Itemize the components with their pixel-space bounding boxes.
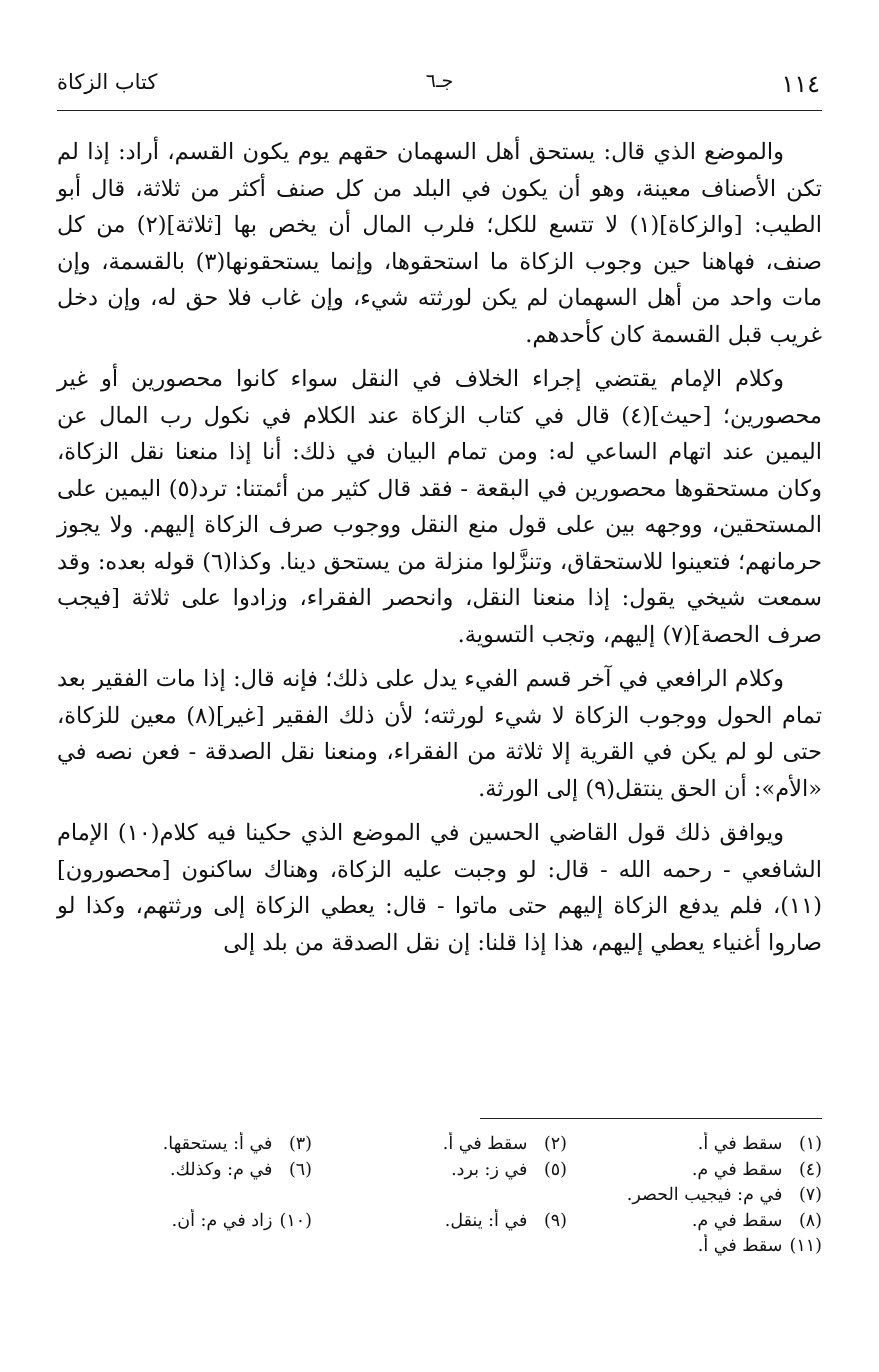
footnote-row	[57, 1209, 822, 1235]
footnote-text: في ز: برد.	[451, 1159, 528, 1180]
footnote-row	[57, 1158, 822, 1184]
footnote	[312, 1158, 567, 1184]
footnote-number: (٤)	[798, 1159, 822, 1180]
footnote-text: سقط في م.	[691, 1210, 783, 1231]
header-rule	[57, 110, 822, 111]
footnote-row	[57, 1132, 822, 1158]
footnote-number: (٨)	[798, 1210, 822, 1231]
footnote	[312, 1209, 567, 1235]
footnote	[57, 1183, 822, 1209]
footnote-text: في أ: ينقل.	[444, 1210, 528, 1231]
footnote	[567, 1209, 822, 1235]
footnote-number: (٩)	[543, 1210, 567, 1231]
footnote	[312, 1132, 567, 1158]
footnote-rule	[480, 1118, 822, 1119]
footnote-text: سقط في أ.	[697, 1236, 783, 1256]
book-title: كتاب الزكاة	[57, 70, 158, 94]
paragraph: والموضع الذي قال: يستحق أهل السهمان حقهم يوم يكون القسم، أراد: إذا لم تكن الأصناف معينة، وهو أن يكون في البلد من كل صنف أكثر من ثلاثة، قال أبو الطيب: [والزكاة](١) لا تتسع للكل؛ فلرب المال أن يخص بها [ثلاثة](٢) من كل صنف، فهاهنا حين وجوب الزكاة ما استحقوها، وإنما يستحقونها(٣) بالقسمة، وإن مات واحد من أهل السهمان لم يكن لورثته شيء، وإن غاب فلا حق له، وإن دخل غريب قبل القسمة كان كأحدهم.	[57, 139, 822, 348]
paragraph: ويوافق ذلك قول القاضي الحسين في الموضع الذي حكينا فيه كلام(١٠) الإمام الشافعي - رحمه الله - قال: لو وجبت عليه الزكاة، وهناك ساكنون [محصورون](١١)، فلم يدفع الزكاة إليهم حتى ماتوا - قال: يعطي الزكاة إلى ورثتهم، وكذا لو صاروا أغنياء يعطي إليهم، هذا إذا قلنا: إن نقل الصدقة من بلد إلى	[57, 820, 822, 956]
footnote-text: سقط في م.	[691, 1159, 783, 1180]
footnote-number: (١)	[798, 1134, 822, 1154]
footnote-text: سقط في أ.	[442, 1134, 528, 1154]
main-text	[57, 134, 822, 969]
footnote	[567, 1132, 822, 1158]
footnote-text: في م: وكذلك.	[170, 1159, 273, 1180]
volume-label: جـ٦	[425, 70, 454, 92]
footnote-text: في أ: يستحقها.	[162, 1134, 273, 1154]
paragraph: وكلام الإمام يقتضي إجراء الخلاف في النقل سواء كانوا محصورين أو غير محصورين؛ [حيث](٤) قال في كتاب الزكاة عند الكلام في نكول رب المال عن اليمين عند اتهام الساعي له: ومن تمام البيان في ذلك: أنا إذا منعنا نقل الزكاة، وكان مستحقوها محصورين في البقعة - فقد قال كثير من أئمتنا: ترد(٥) اليمين على المستحقين، ووجهه بين على قول منع النقل ووجوب صرف الزكاة إليهم. ولا يجوز حرمانهم؛ فتعينوا للاستحقاق، وتنزَّلوا منزلة من يستحق دينا. وكذا(٦) قوله بعده: وقد سمعت شيخي يقول: إذا منعنا النقل، وانحصر الفقراء، وزادوا على ثلاثة [فيجب صرف الحصة](٧) إليهم، وتجب التسوية.	[57, 366, 822, 648]
footnote	[57, 1234, 822, 1260]
footnote	[567, 1158, 822, 1184]
footnotes	[57, 1132, 822, 1260]
page-number: ١١٤	[781, 70, 820, 98]
footnote-number: (٥)	[543, 1159, 567, 1180]
footnote-text: في م: فيجيب الحصر.	[626, 1185, 783, 1205]
footnote-text: سقط في أ.	[697, 1134, 783, 1154]
footnote-number: (٦)	[288, 1159, 312, 1180]
footnote	[57, 1158, 312, 1184]
footnote-row	[57, 1183, 822, 1209]
paragraph: وكلام الرافعي في آخر قسم الفيء يدل على ذلك؛ فإنه قال: إذا مات الفقير بعد تمام الحول ووجوب الزكاة لا شيء لورثته؛ لأن ذلك الفقير [غير](٨) معين للزكاة، حتى لو لم يكن في القرية إلا ثلاثة من الفقراء، ومنعنا نقل الصدقة - فعن نصه في «الأم»: أن الحق ينتقل(٩) إلى الورثة.	[57, 666, 823, 802]
footnote-number: (٧)	[798, 1185, 822, 1205]
footnote-number: (٢)	[543, 1134, 567, 1154]
footnote-number: (١١)	[789, 1236, 822, 1256]
footnote-text: زاد في م: أن.	[171, 1210, 273, 1231]
footnote-row	[57, 1234, 822, 1260]
footnote	[57, 1132, 312, 1158]
page-header	[57, 62, 822, 102]
footnote-number: (١٠)	[279, 1210, 312, 1231]
footnote-number: (٣)	[288, 1134, 312, 1154]
footnote	[57, 1209, 312, 1235]
